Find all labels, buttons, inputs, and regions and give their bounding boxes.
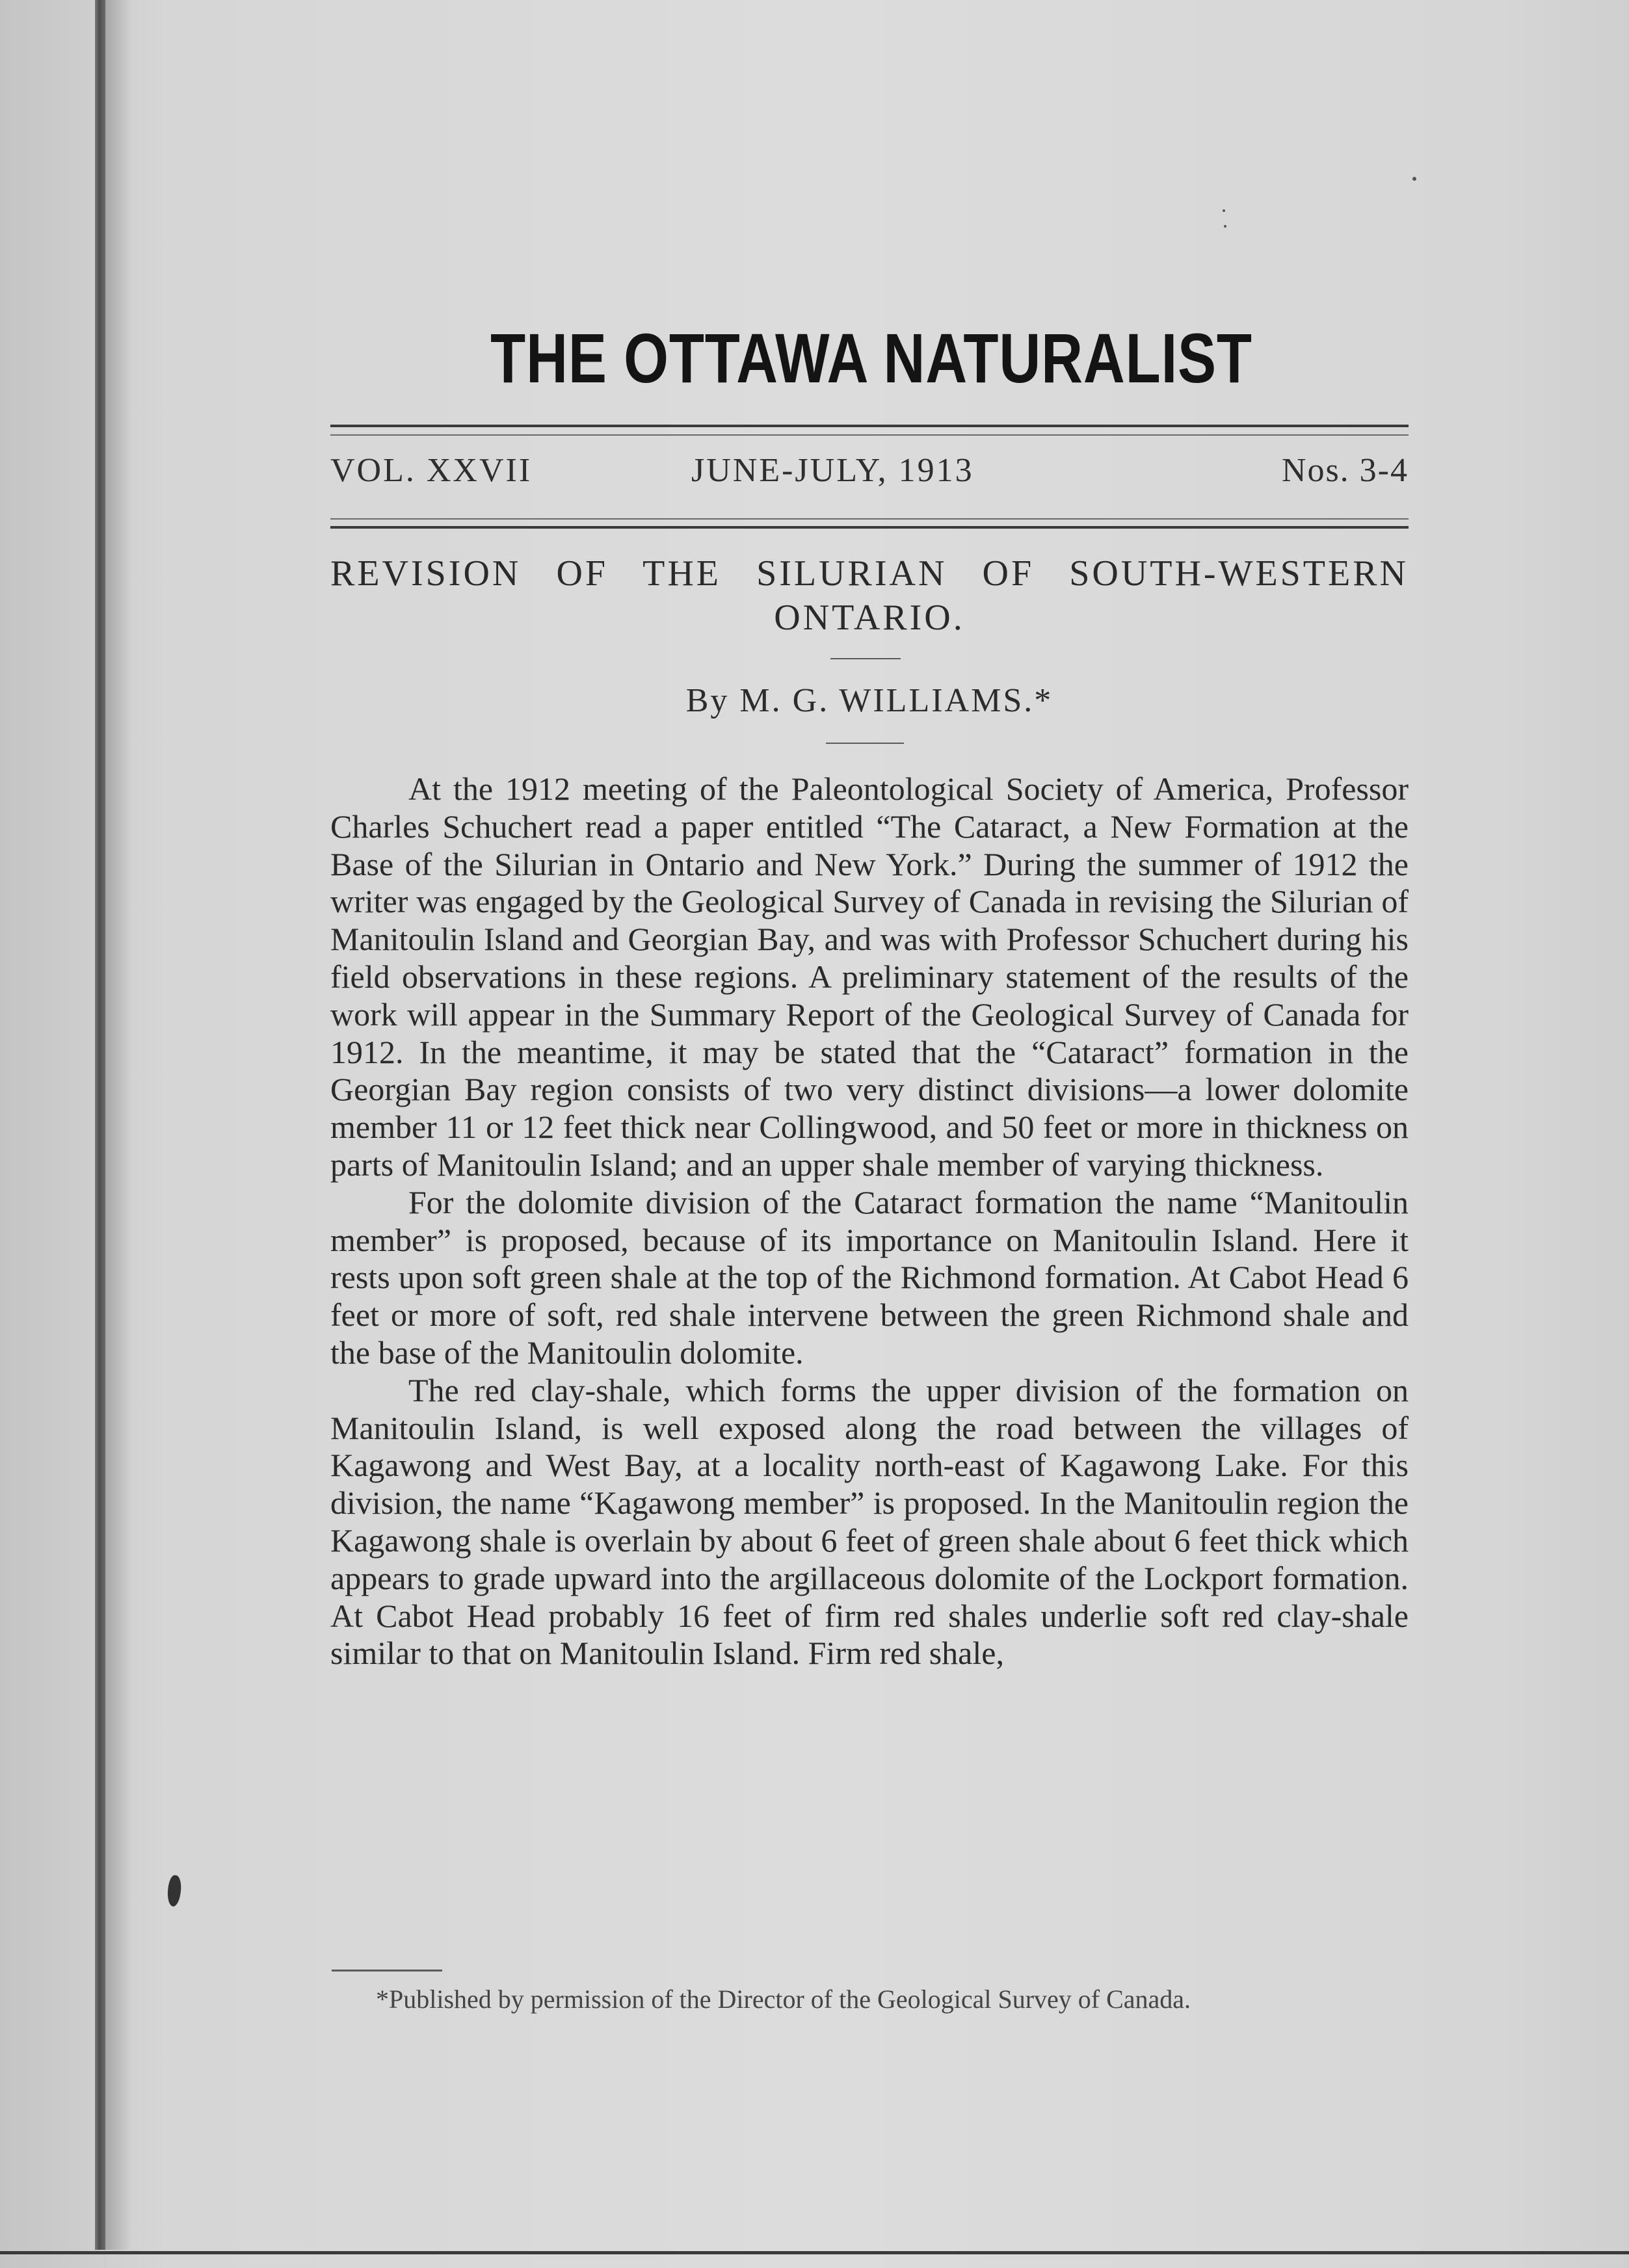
footnote bbox=[330, 1983, 1409, 2016]
body-paragraph: For the dolomite division of the Cataract formation the name “Manitoulin member” is proposed, because of its importance on Manitoulin Island. Here it rests upon soft green shale at the top of the Richmond formation. At Cabot Head 6 feet or more of soft, red shale intervene between the green Richmond shale and the base of the Manitoulin dolomite. bbox=[330, 1183, 1409, 1371]
ink-mark bbox=[166, 1875, 183, 1907]
volume-label: VOL. XXVII bbox=[330, 452, 533, 489]
dust-speck bbox=[1223, 209, 1225, 212]
journal-masthead: THE OTTAWA NATURALIST bbox=[490, 319, 1252, 397]
binding-edge bbox=[95, 0, 105, 2250]
dust-speck bbox=[1412, 177, 1416, 181]
masthead-rule-thick bbox=[330, 425, 1409, 427]
article-title bbox=[330, 551, 1409, 640]
article-body bbox=[330, 771, 1409, 1672]
article-byline: By M. G. WILLIAMS.* bbox=[685, 682, 1053, 719]
dust-speck bbox=[1224, 225, 1226, 228]
issue-date: JUNE-JULY, 1913 bbox=[691, 452, 974, 489]
issue-numbers: Nos. 3-4 bbox=[1281, 452, 1409, 489]
footnote-separator bbox=[332, 1970, 442, 1971]
byline-separator bbox=[826, 743, 904, 744]
body-paragraph: At the 1912 meeting of the Paleontological Society of America, Professor Charles Schuchert read a paper entitled “The Cataract, a New Formation at the Base of the Silurian in Ontario and New York.” During the summer of 1912 the writer was engaged by the Geological Survey of Canada in revising the Silurian of Manitoulin Island and Georgian Bay, and was with Professor Schuchert during his field observations in these regions. A preliminary statement of the results of the work will appear in the Summary Report of the Geological Survey of Canada for 1912. In the meantime, it may be stated that the “Cataract” formation in the Georgian Bay region consists of two very distinct divisions—a lower dolomite member 11 or 12 feet thick near Collingwood, and 50 feet or more in thickness on parts of Manitoulin Island; and an upper shale member of varying thickness. bbox=[330, 771, 1409, 1183]
footnote-text: *Published by permission of the Director of the Geological Survey of Canada. bbox=[376, 1984, 1191, 2014]
binding-shadow bbox=[105, 0, 131, 2250]
masthead-rule-thin bbox=[330, 434, 1409, 436]
article-title-line1: REVISION OF THE SILURIAN OF SOUTH-WESTERN bbox=[330, 553, 1409, 594]
article-title-line2: ONTARIO. bbox=[774, 598, 965, 638]
issue-line bbox=[330, 451, 1409, 497]
page-bottom-edge bbox=[0, 2251, 1629, 2254]
title-separator bbox=[830, 658, 901, 659]
issue-rule-thin bbox=[330, 518, 1409, 520]
issue-rule-thick bbox=[330, 526, 1409, 529]
body-paragraph: The red clay-shale, which forms the upper division of the formation on Manitoulin Island, is well exposed along the road between the villages of Kagawong and West Bay, at a locality north-east of Kagawong Lake. For this division, the name “Kagawong member” is proposed. In the Manitoulin region the Kagawong shale is overlain by about 6 feet of green shale about 6 feet thick which appears to grade upward into the argillaceous dolomite of the Lockport formation. At Cabot Head probably 16 feet of firm red shales underlie soft red clay-shale similar to that on Manitoulin Island. Firm red shale, bbox=[330, 1371, 1409, 1672]
